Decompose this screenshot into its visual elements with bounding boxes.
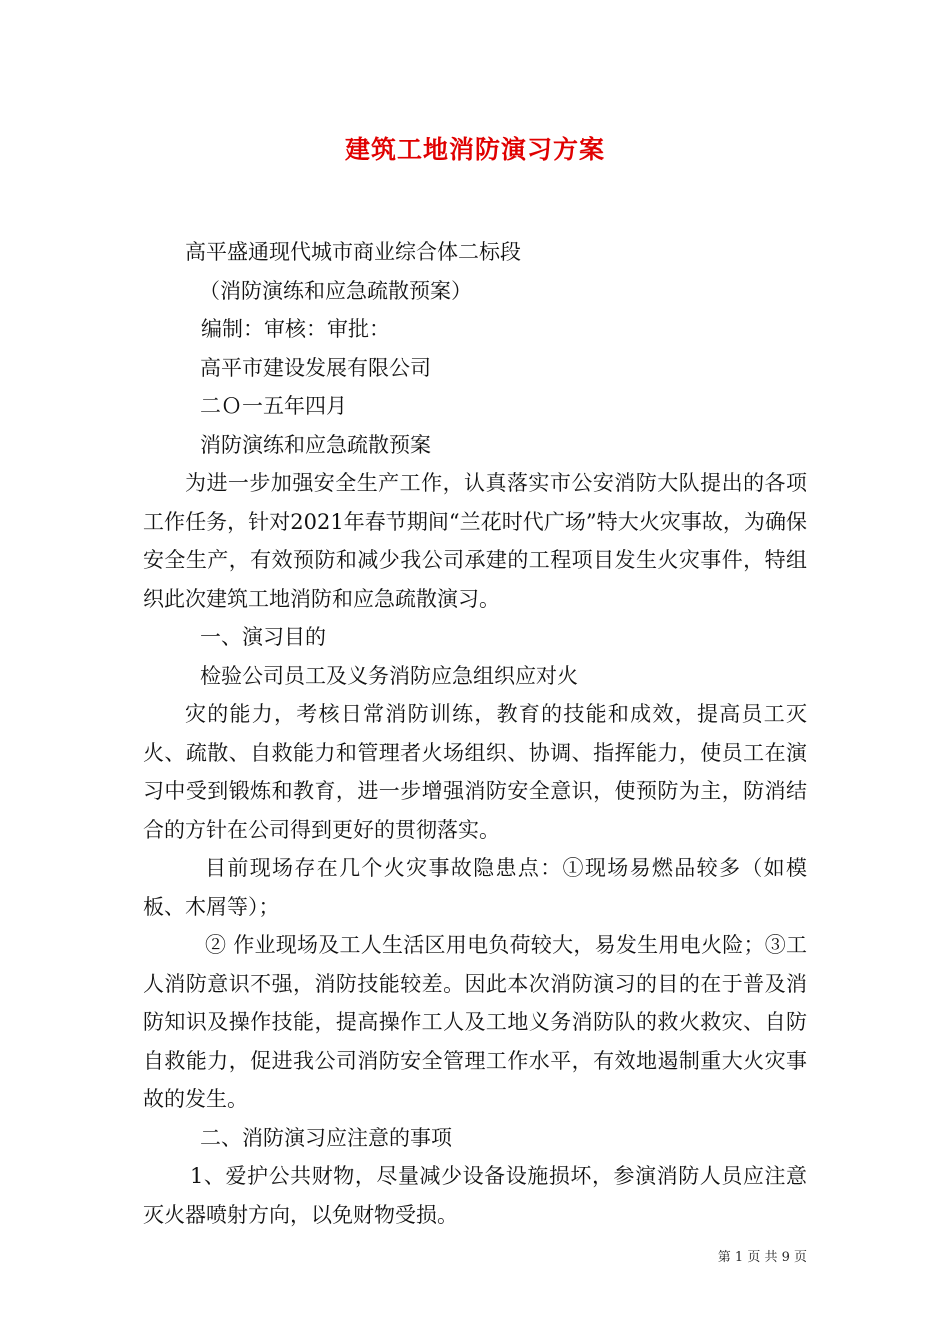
- company-line: 高平市建设发展有限公司: [200, 355, 431, 380]
- section-1-heading: 一、演习目的: [200, 625, 326, 649]
- intro-paragraph: 为进一步加强安全生产工作，认真落实市公安消防大队提出的各项工作任务，针对2021年春节期间“兰花时代广场”特大火灾事故，为确保安全生产，有效预防和减少我公司承建的工程项目发生火灾事件，特组织此次建筑工地消防和应急疏散演习。: [143, 471, 807, 611]
- section-1-first-line: 检验公司员工及义务消防应急组织应对火: [200, 663, 578, 688]
- signoff-line: 编制：审核：审批：: [201, 317, 390, 341]
- hazards-paragraph: 目前现场存在几个火灾事故隐患点：①现场易燃品较多（如模板、木屑等）；: [143, 856, 807, 919]
- document-title: 建筑工地消防演习方案: [344, 135, 605, 164]
- project-name-line: 高平盛通现代城市商业综合体二标段: [185, 240, 521, 264]
- page-footer: 第 1 页 共 9 页: [717, 1250, 807, 1265]
- plan-name-line: 消防演练和应急疏散预案: [200, 432, 431, 457]
- section-1-paragraph: 灾的能力，考核日常消防训练，教育的技能和成效，提高员工灭火、疏散、自救能力和管理者火场组织、协调、指挥能力，使员工在演习中受到锻炼和教育，进一步增强消防安全意识，使预防为主，防消结合的方针在公司得到更好的贯彻落实。: [143, 702, 807, 842]
- date-line: 二Ｏ一五年四月: [200, 394, 347, 418]
- plan-subtitle-line: （消防演练和应急疏散预案）: [199, 278, 472, 303]
- document-body: [143, 233, 807, 1234]
- hazards-continued-paragraph: ② 作业现场及工人生活区用电负荷较大，易发生用电火险；③工人消防意识不强，消防技能较差。因此本次消防演习的目的在于普及消防知识及操作技能，提高操作工人及工地义务消防队的救火救灾、自防自救能力，促进我公司消防安全管理工作水平，有效地遏制重大火灾事故的发生。: [143, 933, 807, 1111]
- section-2-heading: 二、消防演习应注意的事项: [200, 1125, 452, 1150]
- section-2-item-1: 1、爱护公共财物，尽量减少设备设施损坏，参演消防人员应注意灭火器喷射方向，以免财物受损。: [143, 1164, 807, 1227]
